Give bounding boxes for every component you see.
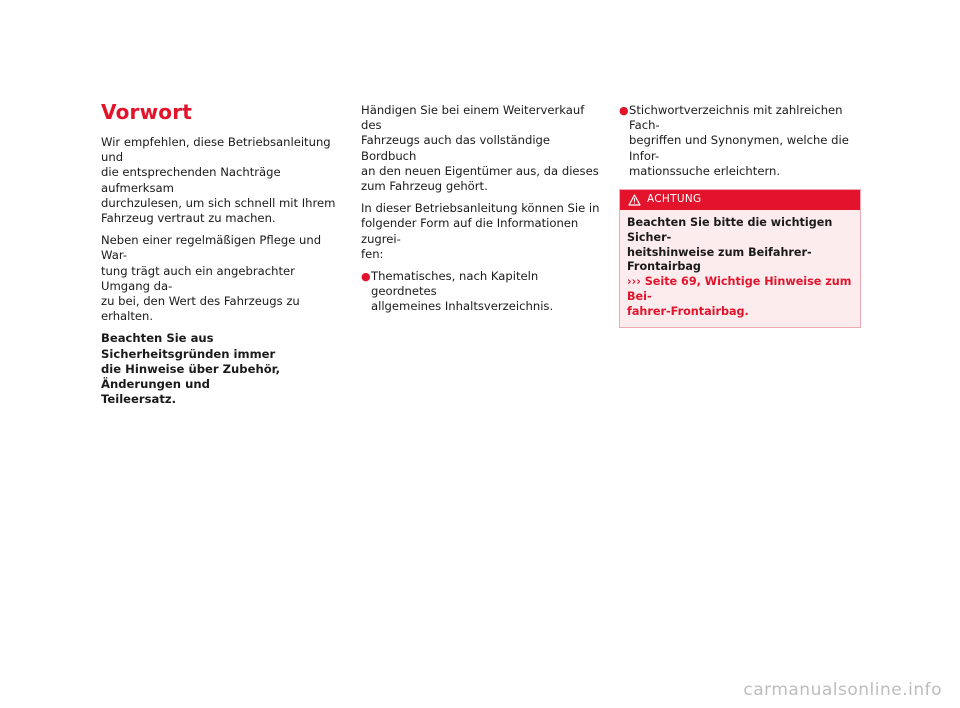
warning-header: [620, 190, 860, 210]
warning-triangle-icon: [628, 194, 641, 206]
warning-label: ACHTUNG: [647, 193, 702, 206]
safety-paragraph: Beachten Sie aus Sicherheitsgründen immer die Hinweise über Zubehör, Änderungen und Teileersatz.: [101, 331, 281, 407]
column-2: [361, 103, 601, 322]
bullet-icon: ●: [619, 104, 629, 117]
column-1: [101, 100, 346, 414]
bullet-icon: ●: [361, 270, 371, 284]
warning-box: [619, 189, 861, 328]
page-title: Vorwort: [101, 100, 193, 124]
list-item-text: Thematisches, nach Kapiteln geordnetes allgemeines Inhaltsverzeichnis.: [371, 269, 554, 314]
warning-text: [620, 210, 860, 327]
list-item: [619, 103, 861, 179]
resale-paragraph: Händigen Sie bei einem Weiterverkauf des Fahrzeugs auch das vollständige Bordbuch an den neuen Eigentümer aus, da dieses zum Fahrzeug gehört.: [361, 103, 599, 194]
column-3: [619, 103, 861, 328]
list-item-text: Stichwortverzeichnis mit zahlreichen Fach- begriffen und Synonymen, welche die Infor- mationssuche erleichtern.: [629, 103, 849, 178]
page-reference-link[interactable]: ››› Seite 69, Wichtige Hinweise zum Bei- fahrer-Frontairbag.: [627, 275, 852, 318]
access-paragraph: In dieser Betriebsanleitung können Sie in folgender Form auf die Informationen zugrei- fen:: [361, 201, 600, 261]
warning-body-text: Beachten Sie bitte die wichtigen Sicher- heitshinweise zum Beifahrer-Frontairbag: [627, 216, 833, 274]
watermark: carmanualsonline.info: [743, 680, 942, 700]
list-item: [361, 269, 601, 315]
care-paragraph: Neben einer regelmäßigen Pflege und War- tung trägt auch ein angebrachter Umgang da- zu bei, den Wert des Fahrzeugs zu erhalten.: [101, 233, 322, 324]
intro-paragraph: Wir empfehlen, diese Betriebsanleitung und die entsprechenden Nachträge aufmerksam durchzulesen, um sich schnell mit Ihrem Fahrzeug vertraut zu machen.: [101, 135, 336, 226]
